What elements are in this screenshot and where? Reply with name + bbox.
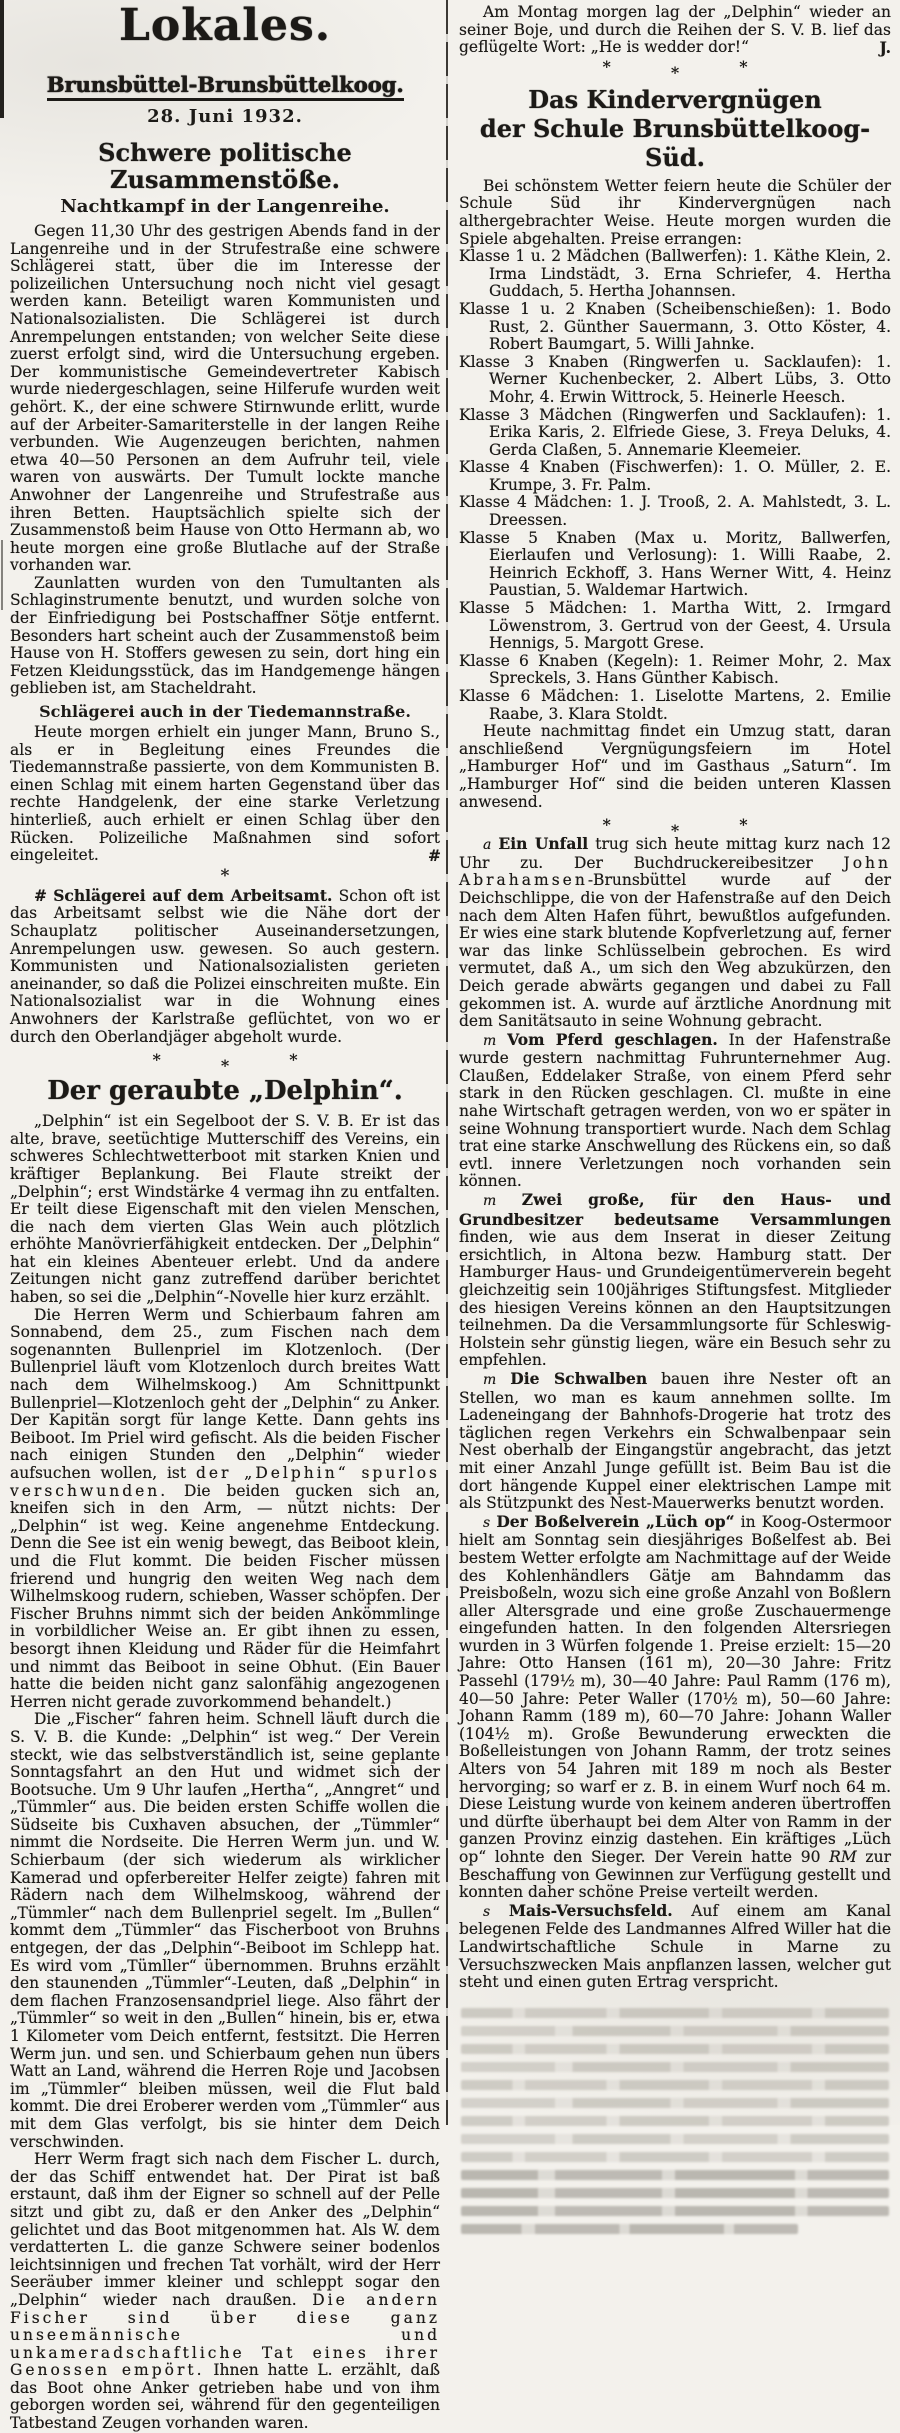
paragraph: Gegen 11,30 Uhr des gestrigen Abends fand in der Langenreihe und in der Strufestraße eine schwere Schlägerei statt, über die im Interesse der polizeilichen Untersuchung noch nicht viel gesagt werden kann. Beteiligt waren Kommunisten und Nationalsozialisten. Die Schlägerei ist durch Anrempelungen entstanden; von welcher Seite diese zuerst erfolgt sind, wird die Untersuchung ergeben. Der kommunistische Gemeindevertreter Kabisch wurde niedergeschlagen, seine Hilferufe wurden weit gehört. K., der eine schwere Stirnwunde erlitt, wurde auf der Arbeiter-Samariterstelle in der langen Reihe verbunden. Wie Augenzeugen berichten, nahmen etwa 40—50 Personen an dem Aufruhr teil, viele waren von auswärts. Der Tumult lockte manche Anwohner der Langenreihe und Strufestraße aus ihren Betten. Hauptsächlich spielte sich der Zusammenstoß beim Hause von Otto Hermann ab, wo heute morgen eine große Blutlache auf der Straße vorhanden war. xyxy=(10,222,440,575)
article-heading xyxy=(459,85,891,172)
star: * xyxy=(739,815,748,835)
paragraph xyxy=(10,2151,440,2433)
item-lead: Zwei große, für den Haus- und Grundbesitzer bedeutsame Versammlungen xyxy=(459,1190,891,1229)
paragraph-text: Schon oft ist das Arbeitsamt selbst wie die Nähe dort der Schauplatz politischer Auseinandersetzungen, Anrempelungen usw. gewesen. So auch gestern. Kommunisten und Nationalsozialisten gerieten aneinander, so daß die Polizei einschreiten mußte. Ein Nationalsozialist war in die Wohnung eines Anwohners der Karlstraße geflüchtet, von wo er durch den Oberlandjäger abgeholt wurde. xyxy=(10,886,441,1046)
star: * xyxy=(670,62,680,82)
news-item xyxy=(459,1191,891,1370)
star: * xyxy=(739,56,748,76)
paragraph xyxy=(10,724,440,865)
item-lead: Vom Pferd geschlagen. xyxy=(507,1029,718,1049)
news-item xyxy=(459,1031,891,1191)
star: * xyxy=(602,815,611,835)
separator-stars xyxy=(459,815,891,841)
hash-mark: # xyxy=(34,885,47,905)
article-heading-line1: Das Kindervergnügen xyxy=(528,84,822,114)
prize-list-item: Klasse 3 Knaben (Ringwerfen u. Sacklaufen): 1. Werner Kuchenbecker, 2. Albert Lübs, 3. Otto Mohr, 4. Erwin Wittrock, 5. Heinerle Heesch. xyxy=(459,352,891,406)
bleed-through-ghost-text xyxy=(459,2008,891,2234)
item-text: in Koog-Ostermoor hielt am Sonntag sein diesjähriges Boßelfest ab. Bei bestem Wetter erfolgte am Nachmittage auf der Weide des Kohlenhändlers Gätje am Bahndamm das Preisboßeln, wozu sich eine große Anzahl von Boßlern aller Altersgrade und eine große Zuschauermenge eingefunden hatten. In den folgenden Altersriegen wurden in 3 Würfen folgende 1. Preise erzielt: 15—20 Jahre: Otto Hansen (161 m), 20—30 Jahre: Fritz Passehl (179½ m), 30—40 Jahre: Paul Ramm (176 m), 40—50 Jahre: Peter Waller (170½ m), 50—60 Jahre: Johann Ramm (189 m), 60—70 Jahre: Johann Waller (104½ m). Große Bewunderung erweckten die Boßelleistungen von Johann Ramm, der trotz seines Alters von 54 Jahren mit 189 m noch als Bester hervorging; so warf er z. B. in einem Wurf noch 64 m. Diese Leistung wurde von keinem anderen übertroffen und dürfte überhaupt bei dem Alter von Ramm in der ganzen Provinz einzig dastehen. Ein kräftiges „Lüch op“ lohnte den Sieger. Der Verein hatte 90 xyxy=(459,1512,891,1866)
prize-list-item: Klasse 4 Mädchen: 1. J. Trooß, 2. A. Mahlstedt, 3. L. Dreessen. xyxy=(459,493,891,530)
news-item xyxy=(459,1370,891,1513)
prize-list-item: Klasse 6 Knaben (Kegeln): 1. Reimer Mohr, 2. Max Spreckels, 3. Hans Günther Kabisch. xyxy=(459,651,891,688)
item-text: bauen ihre Nester oft an Stellen, wo man es kaum annehmen sollte. Im Ladeneingang der Bahnhofs-Drogerie hat trotz des täglichen regen Verkehrs ein Schwalbenpaar sein Nest oberhalb der Eingangstür angebracht, das jetzt mit einer Anzahl Junge gefüllt ist. Beim Bau ist die dort hängende Kuppel einer elektrischen Lampe mit als Stützpunkt des Nest-Mauerwerks benutzt worden. xyxy=(459,1369,891,1513)
item-text: zur Beschaffung von Gewinnen zur Verfügung gestellt und konnten daher schöne Preise verteilt werden. xyxy=(459,1848,891,1902)
separator-stars xyxy=(459,56,891,82)
item-marker: a xyxy=(483,837,492,854)
prize-list-item: Klasse 6 Mädchen: 1. Liselotte Martens, 2. Emilie Raabe, 3. Klara Stoldt. xyxy=(459,687,891,723)
masthead xyxy=(10,2,440,127)
left-column xyxy=(10,0,440,2433)
bleed-through-line xyxy=(461,2170,889,2180)
news-item xyxy=(459,1513,891,1902)
item-marker: s xyxy=(483,1903,491,1920)
prize-list-item: Klasse 1 u. 2 Mädchen (Ballwerfen): 1. Käthe Klein, 2. Irma Lindstädt, 3. Erna Schriefer, 4. Hertha Guddach, 5. Hertha Johannsen. xyxy=(459,247,891,301)
separator-stars xyxy=(10,1050,440,1076)
prize-list-item: Klasse 1 u. 2 Knaben (Scheibenschießen): 1. Bodo Rust, 2. Günther Sauermann, 3. Otto Köster, 4. Robert Baumgart, 5. Willi Jahnke. xyxy=(459,299,891,354)
item-lead: Der Boßelverein „Lüch op“ xyxy=(496,1511,735,1531)
emphasized-spaced-text: der „Delphin“ spurlos verschwunden. xyxy=(10,1464,440,1500)
reichsmark-abbrev: RM xyxy=(829,1848,857,1866)
item-lead: Ein Unfall xyxy=(498,834,589,854)
item-text: In der Hafenstraße wurde gestern nachmittag Fuhrunternehmer Aug. Claußen, Eddelaker Straße, von einem Pferd sehr stark in den Rücken geschlagen. Cl. mußte in eine nahe Wirtschaft getragen werden, von wo er später in seine Wohnung transportiert wurde. Nach dem Schlag trat eine starke Anschwellung des Rückens ein, so daß evtl. innere Verletzungen noch vorhanden sein können. xyxy=(459,1030,891,1191)
paragraph-text: Heute morgen erhielt ein junger Mann, Bruno S., als er in Begleitung eines Freundes die Tiedemannstraße passierte, von dem Kommunisten B. einen Schlag mit einem harten Gegenstand über das rechte Handgelenk, der eine starke Verletzung hinterließ, auch erhielt er einen Schlag über den Rücken. Polizeiliche Maßnahmen sind sofort eingeleitet. xyxy=(10,723,440,865)
item-text: trug sich heute mittag kurz nach 12 Uhr zu. Der Buchdruckereibesitzer xyxy=(459,835,891,872)
item-lead: Mais-Versuchsfeld. xyxy=(508,1900,673,1920)
item-text: Auf einem am Kanal belegenen Felde des Landmannes Alfred Willer hat die Landwirtschaftliche Schule in Marne zu Versuchszwecken Mais anpflanzen lassen, welcher gut steht und einen guten Ertrag verspricht. xyxy=(459,1901,891,1992)
item-marker: m xyxy=(483,1193,497,1210)
item-marker: m xyxy=(483,1032,497,1049)
item-text: -Brunsbüttel wurde auf der Deichschlippe, die von der Hafenstraße auf den Deich nach dem Alten Hafen führt, bewußtlos aufgefunden. Er wies eine stark blutende Kopfverletzung auf, ferner war das linke Schlüsselbein gebrochen. Es wird vermutet, daß A., um sich den Weg abzukürzen, den Deich gerade abwärts gegangen und dabei zu Fall gekommen ist. A. wurde auf ärztliche Anordnung mit dem Sanitätsauto in seine Wohnung gebracht. xyxy=(459,871,891,1031)
paragraph-text: Am Montag morgen lag der „Delphin“ wieder an seiner Boje, und durch die Reihen der S. V. B. lief das geflügelte Wort: „He is wedder dor!“ xyxy=(459,3,891,57)
hash-mark: # xyxy=(428,846,440,866)
bleed-through-line xyxy=(461,2224,798,2234)
paragraph-text: Herr Werm fragt sich nach dem Fischer L. durch, der das Schiff entwendet hat. Der Pirat ist baß erstaunt, daß ihm der Eigner so schnell auf der Pelle sitzt und gibt zu, daß er den Anker des „Delphin“ gelichtet und das Boot mitgenommen hat. Als W. dem verdatterten L. die ganze Schwere seiner bodenlos leichtsinnigen und frechen Tat vorhält, wird der Herr Seeräuber immer kleiner und schleppt sogar den „Delphin“ wieder nach draußen. xyxy=(10,2150,440,2309)
author-initial: J. xyxy=(879,38,891,58)
right-column xyxy=(459,0,891,2242)
bleed-through-line xyxy=(461,2098,889,2108)
article-heading: Der geraubte „Delphin“. xyxy=(47,1076,403,1107)
item-marker: m xyxy=(483,1371,497,1388)
star: * xyxy=(289,1050,298,1070)
bleed-through-line xyxy=(461,2008,889,2018)
prize-list-item: Klasse 4 Knaben (Fischwerfen): 1. O. Müller, 2. E. Krumpe, 3. Fr. Palm. xyxy=(459,458,891,494)
edition-subtitle: Brunsbüttel-Brunsbüttelkoog. xyxy=(47,73,404,101)
bleed-through-line xyxy=(461,2080,889,2090)
column-rule xyxy=(446,0,448,2125)
prize-list-item: Klasse 5 Mädchen: 1. Martha Witt, 2. Irmgard Löwenstrom, 3. Gertrud von der Geest, 4. Ursula Hennigs, 5. Margott Grese. xyxy=(459,599,891,653)
article-heading-line2: der Schule Brunsbüttelkoog-Süd. xyxy=(479,113,871,172)
article-subheading: Nachtkampf in der Langenreihe. xyxy=(60,196,390,217)
bleed-through-line xyxy=(461,2062,889,2072)
paragraph-text: Die Herren Werm und Schierbaum fahren am Sonnabend, dem 25., zum Fischen nach dem sogenannten Bullenpriel im Klotzenloch. (Der Bullenpriel läuft vom Klotzenloch durch breites Watt nach dem Wilhelmskoog.) Am Schnittpunkt Bullenpriel—Klotzenloch geht der „Delphin“ zu Anker. Der Kapitän sorgt für lange Kette. Dann gehts ins Beiboot. Im Priel wird gefischt. Als die beiden Fischer nach einigen Stunden den „Delphin“ wieder aufsuchen wollen, ist xyxy=(10,1305,440,1482)
news-item xyxy=(459,1902,891,1992)
paragraph-lead: Schlägerei auf dem Arbeitsamt. xyxy=(53,885,333,905)
emphasized-spaced-text: John Abrahamsen xyxy=(459,853,891,890)
prize-list-item: Klasse 3 Mädchen (Ringwerfen und Sacklaufen): 1. Erika Karis, 2. Elfriede Giese, 3. Freya Deluks, 4. Gerda Claßen, 5. Annemarie Kleemeier. xyxy=(459,405,891,459)
item-lead: Die Schwalben xyxy=(510,1368,648,1388)
paragraph: Bei schönstem Wetter feiern heute die Schüler der Schule Süd ihr Kindervergnügen nach althergebrachter Weise. Heute morgen wurden die Spiele abgehalten. Preise errangen: xyxy=(459,176,891,248)
bleed-through-line xyxy=(461,2026,889,2036)
bleed-through-line xyxy=(461,2152,889,2162)
bleed-through-line xyxy=(461,2134,889,2144)
article-heading: Schwere politische Zusammenstöße. xyxy=(98,138,352,194)
item-marker: s xyxy=(483,1514,491,1531)
date-line: 28. Juni 1932. xyxy=(147,106,303,127)
scan-edge-artifact xyxy=(1,540,3,610)
paragraph-text: Die beiden gucken sich an, kneifen sich in den Arm, — nützt nichts: Der „Delphin“ ist weg. Keine angenehme Entdeckung. Denn die See ist ein wenig bewegt, das Beiboot klein, und die Flut kommt. Die beiden Fischer müssen frierend und hungrig den weiten Weg nach dem Wilhelmskoog rudern, schieben, Wasser schöpfen. Der Fischer Bruhns nimmt sich der beiden Ankömmlinge in vorbildlicher Weise an. Er gibt ihnen zu essen, besorgt ihnen Kleidung und Räder für die Heimfahrt und nimmt das Beiboot in seine Obhut. (Ein Bauer hatte die beiden nicht ganz salonfähig angezogenen Herren nicht gerade zuvorkommend behandelt.) xyxy=(10,1481,440,1711)
item-text: finden, wie aus dem Inserat in dieser Zeitung ersichtlich, in Altona bezw. Hamburg statt. Der Hamburger Haus- und Grundeigentümerverein begeht gleichzeitig sein 100jähriges Stiftungsfest. Mitglieder des hiesigen Vereins können an den Hauptsitzungen teilnehmen. Da die Versammlungsorte für Schleswig-Holstein sehr günstig liegen, wäre ein Besuch sehr zu empfehlen. xyxy=(459,1228,891,1370)
star: * xyxy=(602,56,611,76)
paragraph: Die „Fischer“ fahren heim. Schnell läuft durch die S. V. B. die Kunde: „Delphin“ ist weg.“ Der Verein steckt, wie das selbstverständlich ist, seine geplante Sonntagsfahrt an den Hut und widmet sich der Bootsuche. Um 9 Uhr laufen „Hertha“, „Anngret“ und „Tümmler“ aus. Die beiden ersten Schiffe wollen die Südseite bis Cuxhaven absuchen, der „Tümmler“ nimmt die Nordseite. Die Herren Werm jun. und W. Schierbaum (der sich wiederum als wirklicher Kamerad und opferbereiter Helfer zeigte) fahren mit Rädern nach dem Wilhelmskoog, während der „Tümmler“ nach dem Bullenpriel segelt. Im „Bullen“ kommt dem „Tümmler“ das Fischerboot von Bruhns entgegen, der das „Delphin“-Beiboot im Schlepp hat. Es wird vom „Tümller“ übernommen. Bruhns erzählt den staunenden „Tümmler“-Leuten, daß „Delphin“ in dem flachen Franzosensandpriel liege. Also fährt der „Tümmler“ so weit in den „Bullen“ hinein, bis er, etwa 1 Kilometer vom Deich entfernt, festsitzt. Die Herren Werm jun. und sen. und Schierbaum gehen nun übers Watt an Land, während die Herren Roje und Jacobsen im „Tümmler“ bleiben müssen, weil die Flut bald kommt. Die drei Eroberer werden vom „Tümmler“ aus mit dem Glas verfolgt, bis sie hinter dem Deich verschwinden. xyxy=(10,1710,440,2151)
star: * xyxy=(152,1050,161,1070)
emphasized-spaced-text: Die andern Fischer sind über diese ganz unseemännische und unkameradschaftliche Tat eines ihrer Genossen empört. xyxy=(10,2290,440,2380)
bleed-through-line xyxy=(461,2188,889,2198)
paragraph xyxy=(10,887,440,1046)
scan-edge-artifact xyxy=(0,0,4,118)
section-title: Lokales. xyxy=(118,0,332,51)
paragraph: „Delphin“ ist ein Segelboot der S. V. B. Er ist das alte, brave, seetüchtige Mutterschiff des Vereins, ein schweres Schlechtwetterboot mit starken Knien und kräftiger Beplankung. Bei Flaute streikt der „Delphin“; erst Windstärke 4 vermag ihn zu entfalten. Er teilt diese Eigenschaft mit den vielen Menschen, die nach dem vierten Glas Wein auch plötzlich erhöhte Manövrierfähigkeit entdecken. Der „Delphin“ hat ein kleines Abenteuer erlebt. Und da andere Zeitungen nicht ganz zutreffend darüber berichtet haben, so sei die „Delphin“-Novelle hier kurz erzählt. xyxy=(10,1112,440,1307)
article-subheading: Schlägerei auch in der Tiedemannstraße. xyxy=(39,702,411,722)
star: * xyxy=(220,1056,230,1076)
news-item xyxy=(459,835,891,1031)
bleed-through-line xyxy=(461,2044,889,2054)
separator-star: * xyxy=(220,865,230,886)
paragraph xyxy=(459,4,891,57)
star: * xyxy=(670,821,680,841)
bleed-through-line xyxy=(461,2116,889,2126)
paragraph xyxy=(10,1307,440,1712)
prize-list-item: Klasse 5 Knaben (Max u. Moritz, Ballwerfen, Eierlaufen und Verlosung): 1. Willi Raabe, 2. Heinrich Eckhoff, 3. Hans Werner Witt, 4. Heinz Paustian, 5. Waldemar Hartwich. xyxy=(459,528,891,600)
paragraph-text: Ihnen hatte L. erzählt, daß das Boot ohne Anker getrieben habe und von ihm geborgen worden sei, während für den gegenteiligen Tatbestand Zeugen vorhanden waren. xyxy=(10,2361,440,2433)
paragraph: Zaunlatten wurden von den Tumultanten als Schlaginstrumente benutzt, und wurden solche von der Einfriedigung bei Postschaffner Sötje entfernt. Besonders hart scheint auch der Zusammenstoß beim Hause von H. Stoffers gewesen zu sein, dort hing ein Fetzen Kleidungsstück, das im Handgemenge hängen geblieben ist, am Stacheldraht. xyxy=(10,573,440,698)
bleed-through-line xyxy=(461,2206,889,2216)
paragraph: Heute nachmittag findet ein Umzug statt, daran anschließend Vergnügungsfeiern im Hotel „Hamburger Hof“ und im Gasthaus „Saturn“. Im „Hamburger Hof“ sind die beiden unteren Klassen anwesend. xyxy=(459,722,891,811)
